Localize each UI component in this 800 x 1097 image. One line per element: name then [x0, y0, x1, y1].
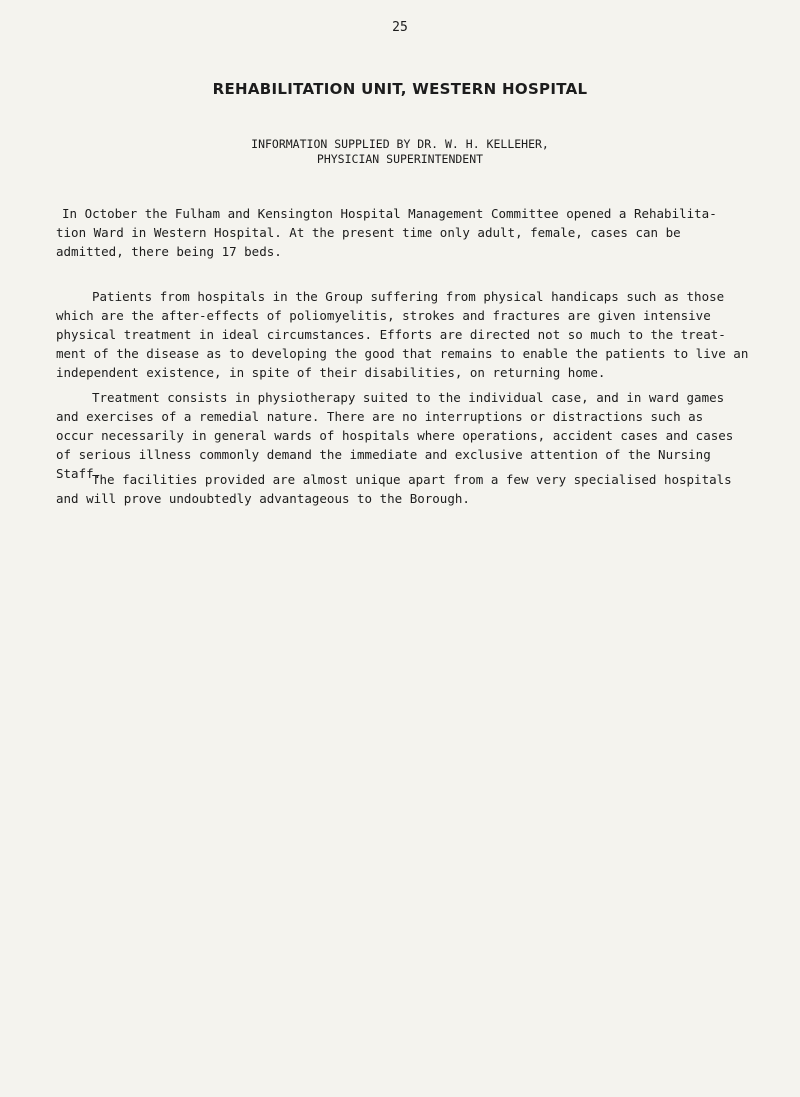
paragraph-line: independent existence, in spite of their disabilities, on returning home. — [56, 365, 606, 380]
paragraph-line: of serious illness commonly demand the immediate and exclusive attention of the Nursing — [56, 447, 711, 462]
paragraph-1 — [56, 204, 782, 261]
paragraph-line: physical treatment in ideal circumstances. Efforts are directed not so much to the treat- — [56, 327, 726, 342]
paragraph-line: and exercises of a remedial nature. There are no interruptions or distractions such as — [56, 409, 704, 424]
paragraph-line: admitted, there being 17 beds. — [56, 244, 282, 259]
subtitle-line-2: PHYSICIAN SUPERINTENDENT — [316, 152, 484, 166]
paragraph-line: which are the after-effects of poliomyelitis, strokes and fractures are given intensive — [56, 308, 711, 323]
paragraph-line: ment of the disease as to developing the good that remains to enable the patients to live an — [56, 346, 749, 361]
paragraph-line: occur necessarily in general wards of hospitals where operations, accident cases and cases — [56, 428, 734, 443]
paragraph-2 — [56, 287, 782, 382]
paragraph-line: Patients from hospitals in the Group suffering from physical handicaps such as those — [92, 289, 725, 304]
page-title: REHABILITATION UNIT, WESTERN HOSPITAL — [212, 80, 588, 98]
paragraph-line: The facilities provided are almost unique apart from a few very specialised hospitals — [92, 472, 732, 487]
paragraph-line: In October the Fulham and Kensington Hospital Management Committee opened a Rehabilita- — [62, 206, 717, 221]
paragraph-line: Staff. — [56, 466, 102, 481]
paragraph-line: Treatment consists in physiotherapy suited to the individual case, and in ward games — [92, 390, 725, 405]
page-number: 25 — [392, 20, 408, 35]
paragraph-3 — [56, 388, 782, 483]
paragraph-line: tion Ward in Western Hospital. At the present time only adult, female, cases can be — [56, 225, 681, 240]
subtitle-line-1: INFORMATION SUPPLIED BY DR. W. H. KELLEHER, — [251, 137, 549, 151]
paragraph-4 — [56, 470, 782, 508]
paragraph-line: and will prove undoubtedly advantageous to the Borough. — [56, 491, 470, 506]
